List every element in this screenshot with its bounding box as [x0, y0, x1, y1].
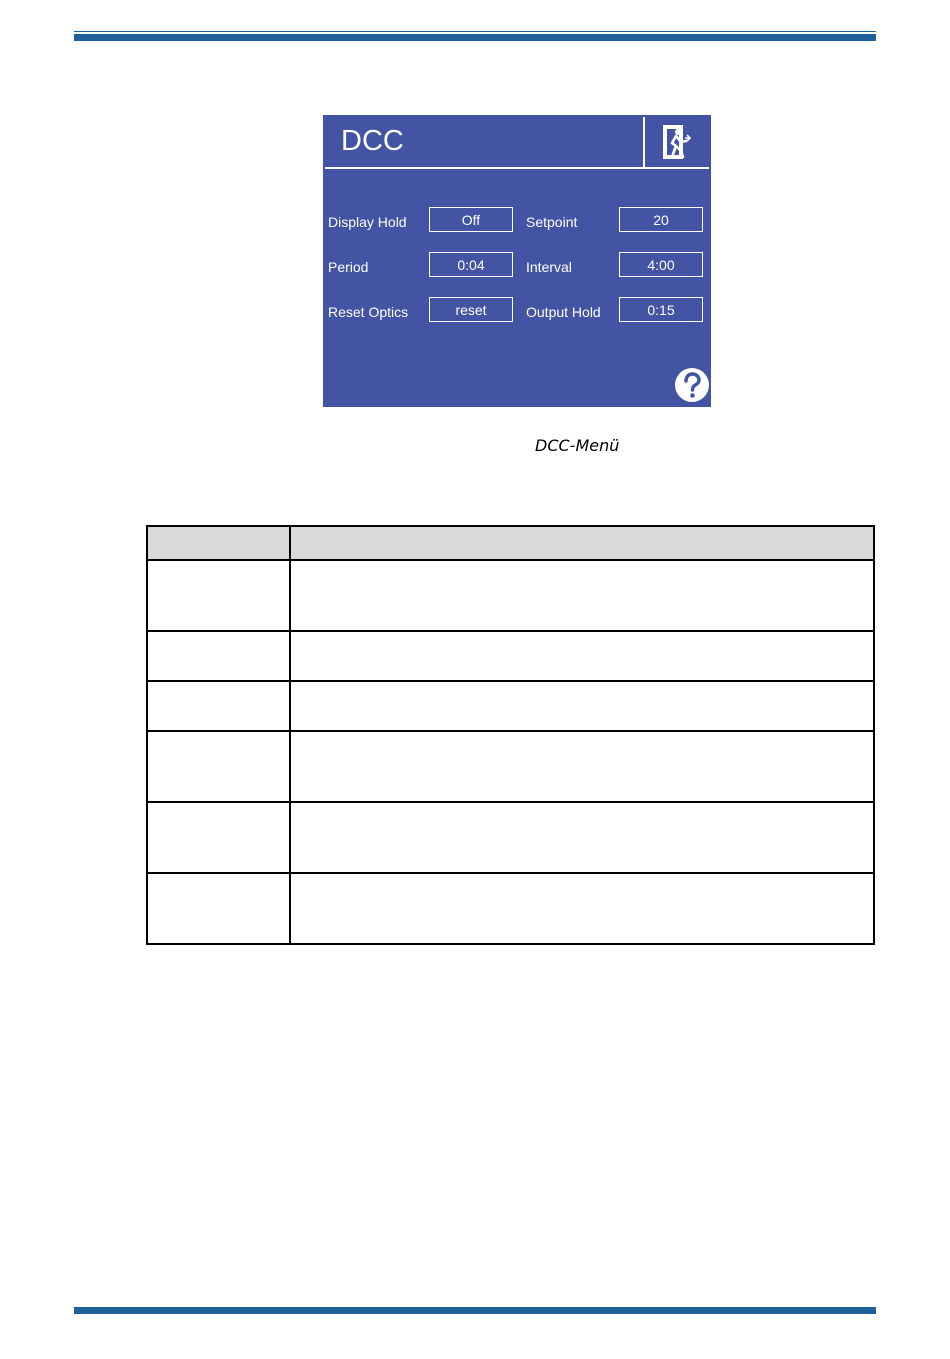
table-cell	[290, 802, 874, 873]
display-hold-field[interactable]: Off	[429, 207, 513, 232]
period-field[interactable]: 0:04	[429, 252, 513, 277]
table-cell	[290, 873, 874, 944]
table-row	[147, 731, 874, 802]
question-mark-icon	[674, 367, 710, 403]
table-header-row	[147, 526, 874, 560]
table-row	[147, 681, 874, 731]
table-row	[147, 560, 874, 631]
table-cell	[290, 560, 874, 631]
interval-label: Interval	[526, 259, 572, 275]
table-header-cell	[147, 526, 290, 560]
bottom-rule	[74, 1307, 876, 1314]
exit-door-icon	[662, 124, 692, 160]
table-cell	[147, 873, 290, 944]
table-cell	[147, 731, 290, 802]
figure-caption: DCC-Menü	[535, 436, 620, 455]
table-row	[147, 802, 874, 873]
table-cell	[147, 631, 290, 681]
top-rule	[74, 34, 876, 41]
dcc-screen	[323, 115, 711, 407]
interval-field[interactable]: 4:00	[619, 252, 703, 277]
reset-optics-label: Reset Optics	[328, 304, 409, 320]
exit-button[interactable]	[645, 117, 709, 169]
output-hold-field[interactable]: 0:15	[619, 297, 703, 322]
setpoint-label: Setpoint	[526, 214, 578, 230]
table-cell	[147, 802, 290, 873]
setpoint-field[interactable]: 20	[619, 207, 703, 232]
table-cell	[290, 731, 874, 802]
table-header-cell	[290, 526, 874, 560]
top-rule-thin	[74, 31, 876, 32]
table-cell	[147, 560, 290, 631]
table-cell	[290, 681, 874, 731]
table-cell	[147, 681, 290, 731]
screen-header	[325, 117, 645, 169]
table-row	[147, 873, 874, 944]
parameter-table	[146, 525, 875, 945]
table-cell	[290, 631, 874, 681]
table-row	[147, 631, 874, 681]
period-label: Period	[328, 259, 369, 275]
help-button[interactable]	[674, 367, 710, 403]
screen-title: DCC	[341, 125, 404, 157]
output-hold-label: Output Hold	[526, 304, 601, 320]
reset-optics-button[interactable]: reset	[429, 297, 513, 322]
display-hold-label: Display Hold	[328, 214, 407, 230]
